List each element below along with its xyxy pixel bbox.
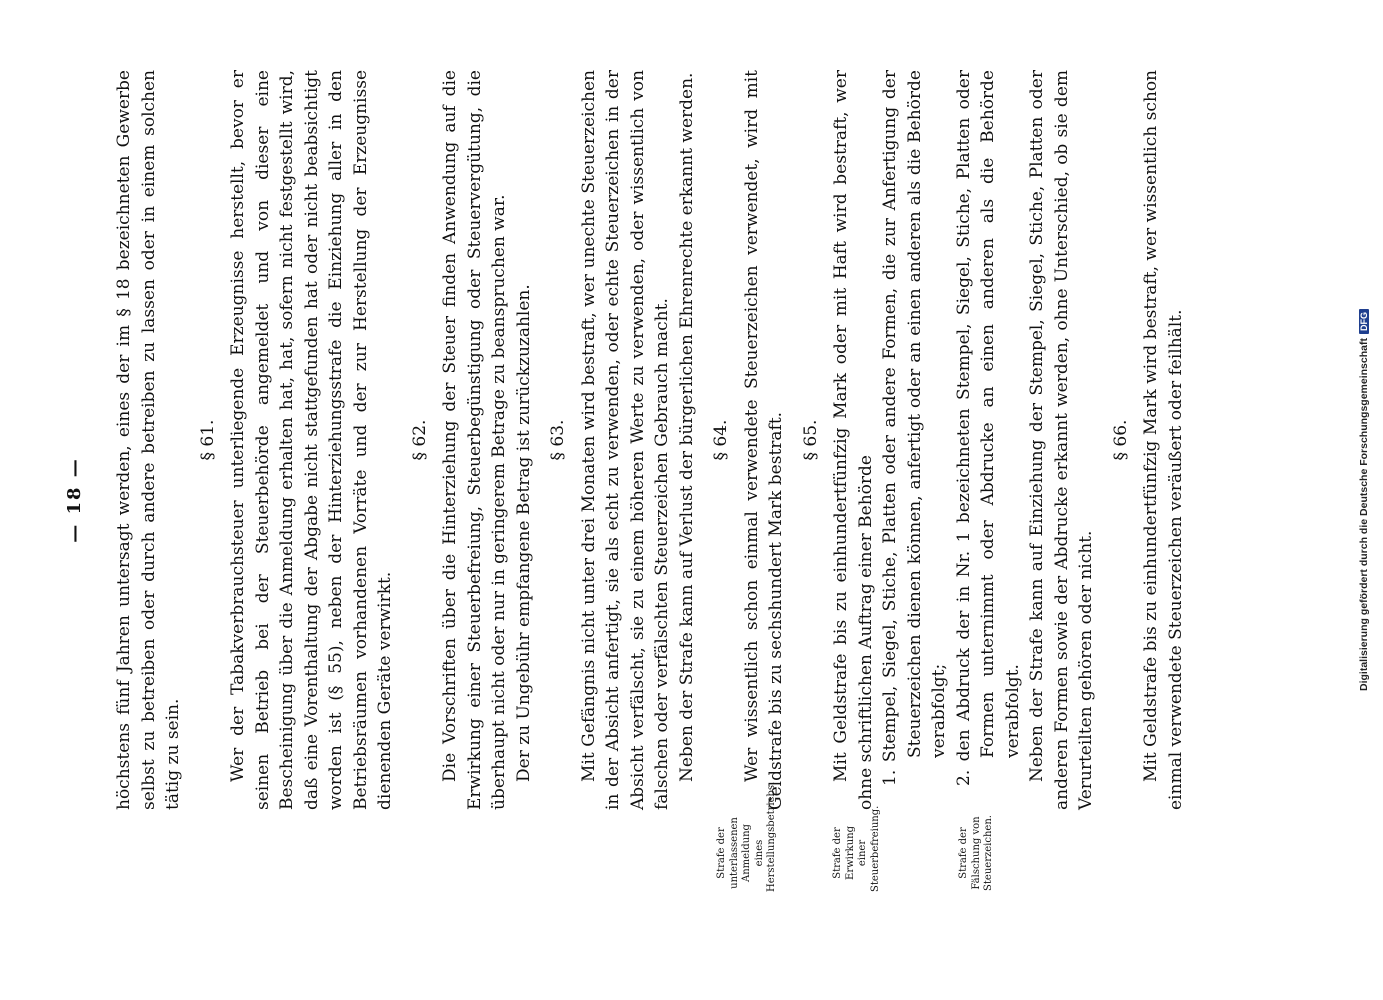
section-62-text: Die Vorschriften über die Hinterziehung der Steuer finden Anwendung auf die Erwirkung einer Steuerbefreiung, Steuerbegünstigung oder Steuervergütung, die überhaupt nicht oder nur in geringerem Betrage zu beanspruchen war. [440,70,509,810]
sidenote-s63: Strafe der Fälschung von Steuerzeichen. [958,815,994,891]
sidenote-s61: Strafe der unterlassenen Anmeldung eines Herstellungsbetriebs. [716,781,777,892]
section-65-item-1: 1. Stempel, Siegel, Stiche, Platten oder andere Formen, die zur Anfertigung der Steuerzeichen dienen können, anfertigt oder an einen anderen als die Behörde verabfolgt; [880,70,949,786]
section-62-title: § 62. [409,419,430,461]
section-65-text-2: Neben der Strafe kann auf Einziehung der Stempel, Siegel, Stiche, Platten oder anderen Formen sowie der Abdrucke erkannt werden, ohne Unterschied, ob sie dem Verurteilten gehören oder nicht. [1027,70,1096,810]
section-65-item-2: 2. den Abdruck der in Nr. 1 bezeichneten Stempel, Siegel, Stiche, Platten oder Formen unternimmt oder Abdrucke an einen anderen als die Behörde verabfolgt. [953,70,1023,786]
section-63-text-2: Neben der Strafe kann auf Verlust der bürgerlichen Ehrenrechte erkannt werden. [676,72,697,782]
body-text [112,70,1188,810]
page-number: — 18 — [64,457,85,543]
section-66-text: Mit Geldstrafe bis zu einhundertfünfzig Mark wird bestraft, wer wissentlich schon einmal verwendete Steuerzeichen veräußert oder feilhält. [1141,70,1186,810]
section-65-text: Mit Geldstrafe bis zu einhundertfünfzig Mark oder mit Haft wird bestraft, wer ohne schriftlichen Auftrag einer Behörde [831,70,876,810]
section-62-text-2: Der zu Ungebühr empfangene Betrag ist zurückzuzahlen. [513,284,534,782]
digitization-footer [1358,0,1370,1000]
dfg-logo: DFG [1359,309,1369,334]
section-66-title: § 66. [1110,419,1131,461]
section-64-title: § 64. [711,419,731,461]
section-61-text: Wer der Tabakverbrauchsteuer unterliegende Erzeugnisse herstellt, bevor er seinen Betrieb bei der Steuerbehörde angemeldet und von dieser eine Bescheinigung über die Anmeldung erhalten hat, hat, sofern nicht festgestellt wird, daß eine Vorenthaltung der Abgabe nicht stattgefunden hat oder nicht beabsichtigt worden ist (§ 55), neben der Hinterziehungsstrafe die Einziehung aller in den Betriebsräumen vorhandenen Vorräte und der zur Herstellung der Erzeugnisse dienenden Geräte verwirkt. [228,70,395,810]
section-65-title: § 65. [800,419,821,461]
section-61-title: § 61. [197,419,218,461]
footer-text: Digitalisierung gefördert durch die Deutsche Forschungsgemeinschaft [1358,338,1370,691]
section-63-title: § 63. [548,419,568,461]
section-63-text: Mit Gefängnis nicht unter drei Monaten wird bestraft, wer unechte Steuerzeichen in der Absicht anfertigt, sie als echt zu verwenden, oder echte Steuerzeichen in der Absicht verfälscht, sie zu einem höheren Werte zu verwenden, oder wissentlich von falschen oder verfälschten Steuerzeichen Gebrauch macht. [578,70,672,810]
sidenote-s62: Strafe der Erwirkung einer Steuerbefreiung. [832,805,881,892]
intro-paragraph: höchstens fünf Jahren untersagt werden, eines der im § 18 bezeichneten Gewerbe selbst zu betreiben oder durch andere betreiben zu lassen oder in einem solchen tätig zu sein. [114,70,183,810]
section-64-text: Wer wissentlich schon einmal verwendete Steuerzeichen verwendet, wird mit Geldstrafe bis zu sechshundert Mark bestraft. [741,70,786,810]
